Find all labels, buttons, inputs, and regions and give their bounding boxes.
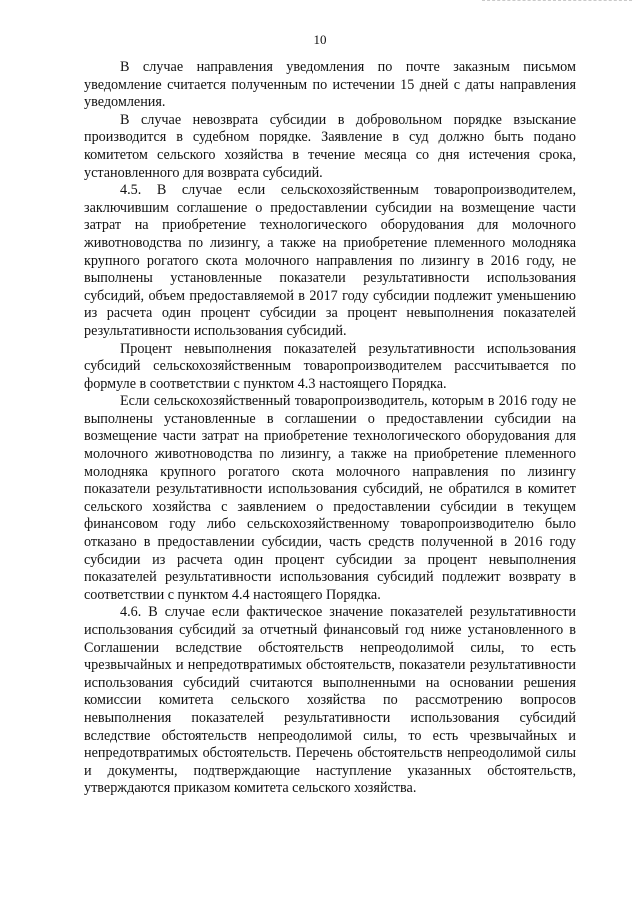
scan-edge-mark	[482, 0, 632, 4]
paragraph-refund-obligation: Если сельскохозяйственный товаропроизводитель, которым в 2016 году не выполнены установленные в соглашении о предоставлении субсидии на возмещение части затрат на приобретение технологического оборудования для молочного животноводства по лизингу, а также на приобретение племенного молодняка крупного рогатого скота молочного направления по лизингу показатели результативности использования субсидий, не обратился в комитет сельского хозяйства с заявлением о предоставлении субсидии в текущем финансовом году либо сельскохозяйственному товаропроизводителю было отказано в предоставлении субсидии, часть средств полученной в 2016 году субсидии из расчета один процент субсидии за процент невыполнения показателей результативности использования субсидий подлежит возврату в соответствии с пунктом 4.4 настоящего Порядка.	[84, 393, 576, 603]
paragraph-clause-4-5: 4.5. В случае если сельскохозяйственным товаропроизводителем, заключившим соглашение о предоставлении субсидии на возмещение части затрат на приобретение технологического оборудования для молочного животноводства по лизингу, а также на приобретение племенного молодняка крупного рогатого скота молочного направления по лизингу в 2016 году, не выполнены установленные показатели результативности использования субсидий, объем предоставляемой в 2017 году субсидии подлежит уменьшению из расчета один процент субсидии за процент невыполнения показателей результативности использования субсидий.	[84, 182, 576, 339]
paragraph-court-recovery: В случае невозврата субсидии в добровольном порядке взыскание производится в судебном порядке. Заявление в суд должно быть подано комитетом сельского хозяйства в течение месяца со дня истечения срока, установленного для возврата субсидий.	[84, 111, 576, 181]
document-body	[84, 59, 576, 798]
paragraph-clause-4-6: 4.6. В случае если фактическое значение показателей результативности использования субсидий за отчетный финансовый год ниже установленного в Соглашении вследствие обстоятельств непреодолимой силы, то есть чрезвычайных и непредотвратимых обстоятельств, показатели результативности использования субсидий считаются выполненными на основании решения комиссии комитета сельского хозяйства по рассмотрению вопросов невыполнения показателей результативности использования субсидий вследствие обстоятельств непреодолимой силы, то есть чрезвычайных и непредотвратимых обстоятельств. Перечень обстоятельств непреодолимой силы и документы, подтверждающие наступление указанных обстоятельств, утверждаются приказом комитета сельского хозяйства.	[84, 604, 576, 797]
paragraph-percent-calculation: Процент невыполнения показателей результативности использования субсидий сельскохозяйственным товаропроизводителем рассчитывается по формуле в соответствии с пунктом 4.3 настоящего Порядка.	[84, 340, 576, 392]
paragraph-notice-by-mail: В случае направления уведомления по почте заказным письмом уведомление считается полученным по истечении 15 дней с даты направления уведомления.	[84, 59, 576, 111]
page-number: 10	[313, 32, 327, 47]
